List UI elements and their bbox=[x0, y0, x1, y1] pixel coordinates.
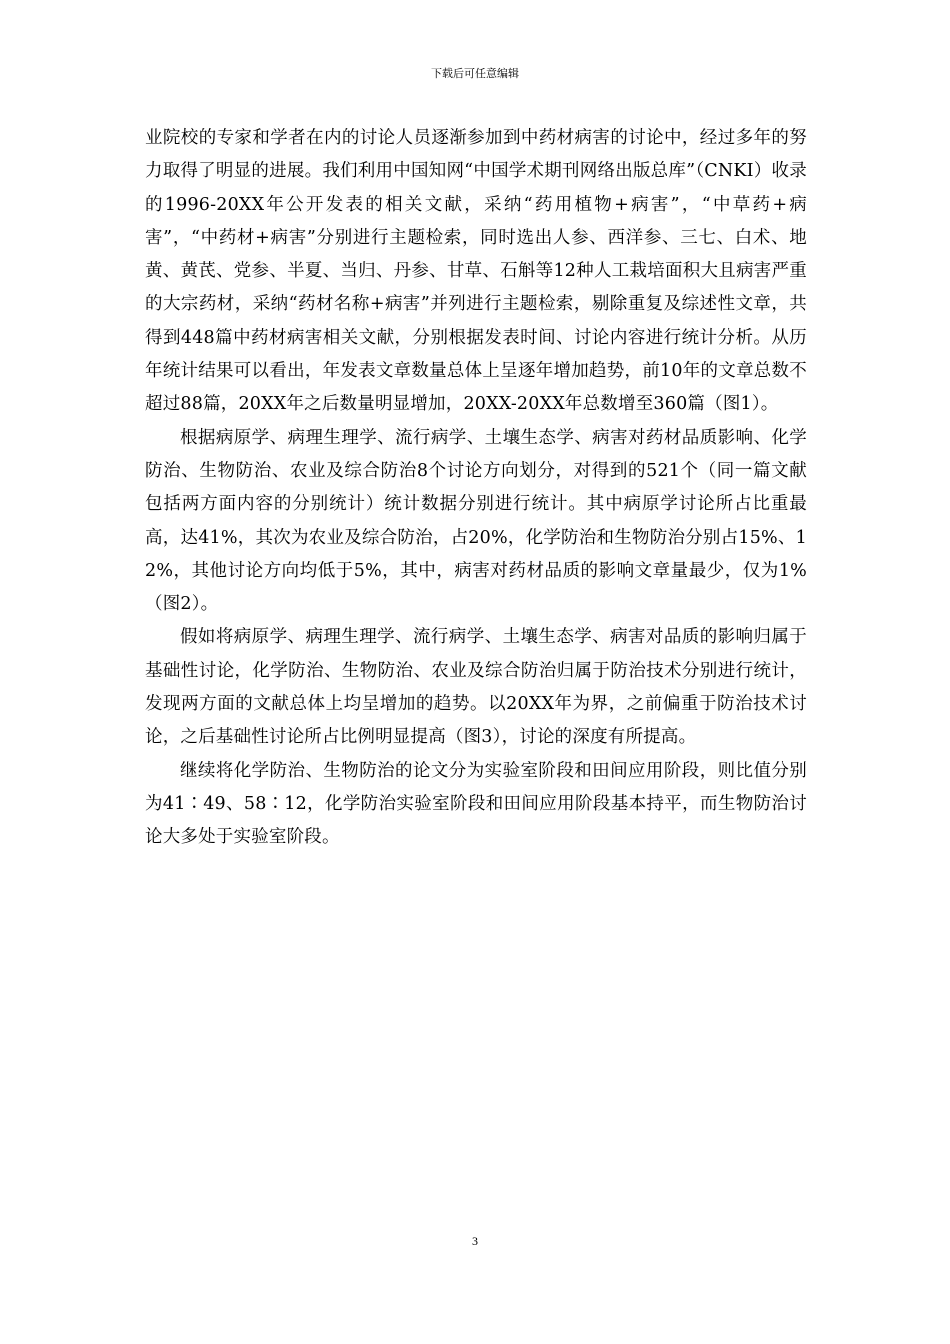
paragraph-lab-vs-field: 继续将化学防治、生物防治的论文分为实验室阶段和田间应用阶段，则比值分别为41∶49、58∶12，化学防治实验室阶段和田间应用阶段基本持平，而生物防治讨论大多处于实验室阶段。 bbox=[145, 760, 807, 848]
page-number: 3 bbox=[472, 1234, 478, 1248]
paragraph-research-directions: 根据病原学、病理生理学、流行病学、土壤生态学、病害对药材品质影响、化学防治、生物防治、农业及综合防治8个讨论方向划分，对得到的521个（同一篇文献包括两方面内容的分别统计）统计数据分别进行统计。其中病原学讨论所占比重最高，达41%，其次为农业及综合防治，占20%，化学防治和生物防治分别占15%、12%，其他讨论方向均低于5%，其中，病害对药材品质的影响文章量最少，仅为1%（图2）。 bbox=[145, 427, 807, 615]
paragraph-basic-vs-control: 假如将病原学、病理生理学、流行病学、土壤生态学、病害对品质的影响归属于基础性讨论，化学防治、生物防治、农业及综合防治归属于防治技术分别进行统计，发现两方面的文献总体上均呈增加的趋势。以20XX年为界，之前偏重于防治技术讨论，之后基础性讨论所占比例明显提高（图3），讨论的深度有所提高。 bbox=[145, 627, 807, 748]
paragraph-continued: 业院校的专家和学者在内的讨论人员逐渐参加到中药材病害的讨论中，经过多年的努力取得了明显的进展。我们利用中国知网“中国学术期刊网络出版总库”（CNKI）收录的1996-20XX年公开发表的相关文献，采纳“药用植物+病害”，“中草药+病害”，“中药材+病害”分别进行主题检索，同时选出人参、西洋参、三七、白术、地黄、黄芪、党参、半夏、当归、丹参、甘草、石斛等12种人工栽培面积大且病害严重的大宗药材，采纳“药材名称+病害”并列进行主题检索，剔除重复及综述性文章，共得到448篇中药材病害相关文献，分别根据发表时间、讨论内容进行统计分析。从历年统计结果可以看出，年发表文章数量总体上呈逐年增加趋势，前10年的文章总数不超过88篇，20XX年之后数量明显增加，20XX-20XX年总数增至360篇（图1）。 bbox=[145, 128, 807, 415]
page-header: 下载后可任意编辑 bbox=[431, 67, 519, 80]
body-text bbox=[145, 122, 807, 855]
